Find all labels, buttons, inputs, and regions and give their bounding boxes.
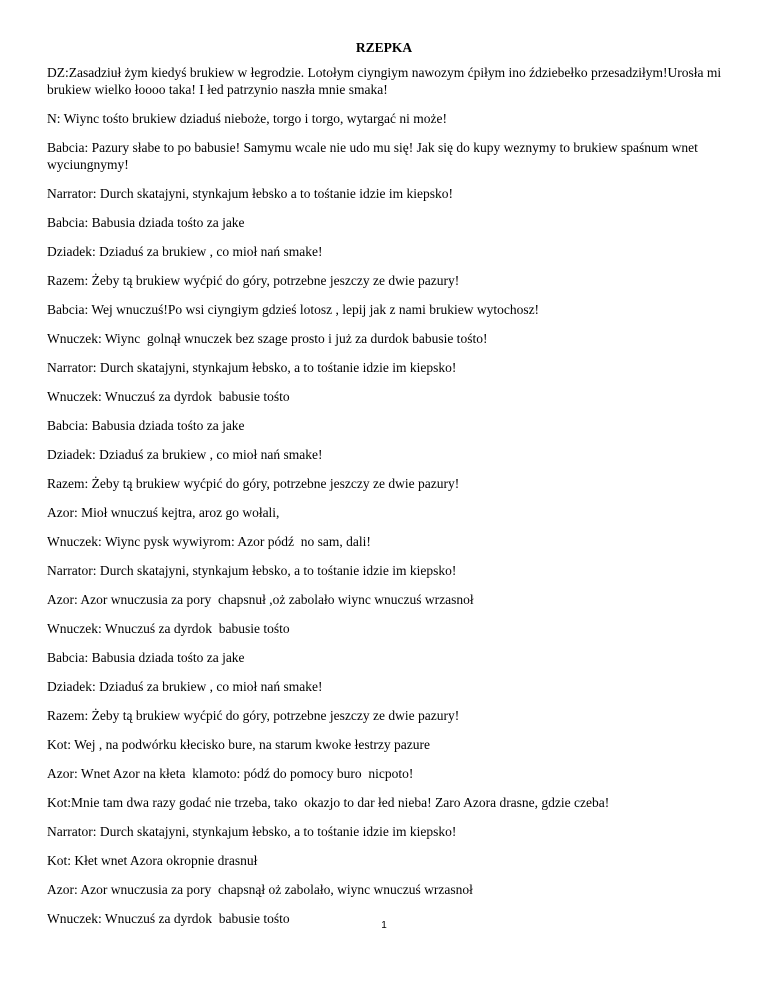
paragraph: Razem: Żeby tą brukiew wyćpić do góry, potrzebne jeszczy ze dwie pazury! — [47, 708, 460, 723]
paragraph: Babcia: Babusia dziada tośto za jake — [47, 215, 245, 230]
paragraph: DZ:Zasadziuł żym kiedyś brukiew w łegrodzie. Lotołym ciyngiym nawozym ćpiłym ino ździebełko przesadziłym!Urosła mi brukiew wielko łoooo taka! I łed patrzynio naszła mnie smaka! — [47, 65, 725, 97]
paragraph: Wnuczek: Wiync pysk wywiyrom: Azor pódź no sam, dali! — [47, 534, 371, 549]
paragraph: Kot: Wej , na podwórku kłecisko bure, na starum kwoke łestrzy pazure — [47, 737, 430, 752]
paragraph: Wnuczek: Wnuczuś za dyrdok babusie tośto — [47, 911, 290, 926]
paragraph: Dziadek: Dziaduś za brukiew , co mioł nań smake! — [47, 679, 323, 694]
paragraph: Azor: Azor wnuczusia za pory chapsnuł ,oż zabolało wiync wnuczuś wrzasnoł — [47, 592, 474, 607]
paragraph: Babcia: Wej wnuczuś!Po wsi ciyngiym gdzieś lotosz , lepij jak z nami brukiew wytochosz! — [47, 302, 540, 317]
document-body — [47, 64, 727, 939]
paragraph: Kot:Mnie tam dwa razy godać nie trzeba, tako okazjo to dar łed nieba! Zaro Azora drasne, gdzie czeba! — [47, 795, 610, 810]
paragraph: Narrator: Durch skatajyni, stynkajum łebsko, a to tośtanie idzie im kiepsko! — [47, 360, 457, 375]
paragraph: Razem: Żeby tą brukiew wyćpić do góry, potrzebne jeszczy ze dwie pazury! — [47, 273, 460, 288]
paragraph: N: Wiync tośto brukiew dziaduś nieboże, torgo i torgo, wytargać ni może! — [47, 111, 447, 126]
paragraph: Azor: Wnet Azor na kłeta klamoto: pódź do pomocy buro nicpoto! — [47, 766, 414, 781]
paragraph: Wnuczek: Wiync golnął wnuczek bez szage prosto i już za durdok babusie tośto! — [47, 331, 488, 346]
page-number: 1 — [381, 920, 387, 931]
paragraph: Narrator: Durch skatajyni, stynkajum łebsko, a to tośtanie idzie im kiepsko! — [47, 824, 457, 839]
paragraph: Babcia: Pazury słabe to po babusie! Samymu wcale nie udo mu się! Jak się do kupy weznymy to brukiew spaśnum wnet wyciungnymy! — [47, 140, 702, 172]
paragraph: Wnuczek: Wnuczuś za dyrdok babusie tośto — [47, 389, 290, 404]
paragraph: Narrator: Durch skatajyni, stynkajum łebsko, a to tośtanie idzie im kiepsko! — [47, 563, 457, 578]
paragraph: Babcia: Babusia dziada tośto za jake — [47, 650, 245, 665]
paragraph: Narrator: Durch skatajyni, stynkajum łebsko a to tośtanie idzie im kiepsko! — [47, 186, 454, 201]
paragraph: Azor: Azor wnuczusia za pory chapsnął oż zabolało, wiync wnuczuś wrzasnoł — [47, 882, 473, 897]
paragraph: Azor: Mioł wnuczuś kejtra, aroz go wołali, — [47, 505, 280, 520]
paragraph: Dziadek: Dziaduś za brukiew , co mioł nań smake! — [47, 447, 323, 462]
paragraph: Wnuczek: Wnuczuś za dyrdok babusie tośto — [47, 621, 290, 636]
paragraph: Kot: Kłet wnet Azora okropnie drasnuł — [47, 853, 258, 868]
document-title: RZEPKA — [355, 40, 413, 55]
paragraph: Razem: Żeby tą brukiew wyćpić do góry, potrzebne jeszczy ze dwie pazury! — [47, 476, 460, 491]
paragraph: Babcia: Babusia dziada tośto za jake — [47, 418, 245, 433]
paragraph: Dziadek: Dziaduś za brukiew , co mioł nań smake! — [47, 244, 323, 259]
